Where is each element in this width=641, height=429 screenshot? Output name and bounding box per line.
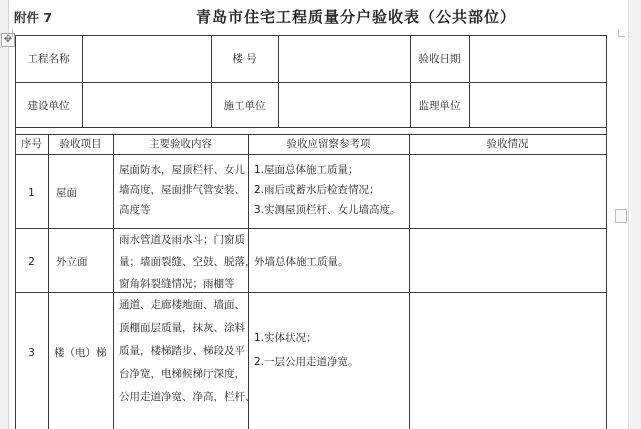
row-reference: 1.实体状况； 2.一层公用走道净宽。 (254, 332, 359, 368)
building-no-field[interactable] (280, 40, 408, 80)
row-reference: 1.屋面总体施工质量； 2.雨后或蓄水后检查情况； 3.实测屋顶栏杆、女儿墙高度。 (254, 164, 401, 216)
builder-label: 建设单位 (27, 100, 70, 112)
crop-mark-icon (6, 30, 13, 37)
column-header-result: 验收情况 (486, 138, 529, 150)
column-header-item: 验收项目 (59, 138, 102, 150)
left-margin-gutter (0, 0, 9, 429)
row-item: 楼（电）梯 (54, 347, 107, 359)
contractor-field[interactable] (280, 86, 408, 124)
row-result-field[interactable] (412, 157, 603, 225)
row-content: 雨水管道及雨水斗；门窗质 量；墙面裂缝、空鼓、脱落， 窗角斜裂缝情况；雨棚等 (119, 234, 256, 290)
contractor-label: 施工单位 (223, 100, 266, 112)
crop-mark-icon (618, 30, 625, 37)
row-no: 2 (28, 256, 35, 268)
acceptance-date-label: 验收日期 (418, 53, 461, 65)
supervisor-label: 监理单位 (418, 100, 461, 112)
project-name-label: 工程名称 (27, 53, 70, 65)
acceptance-date-field[interactable] (471, 40, 604, 80)
right-scrollbar-gutter[interactable] (628, 0, 641, 429)
table-move-handle-icon[interactable]: ✥ (1, 33, 15, 47)
builder-field[interactable] (84, 86, 209, 124)
project-name-field[interactable] (84, 40, 209, 80)
row-content: 屋面防水，屋顶栏杆、女儿 墙高度，屋面排气管安装、 高度等 (119, 164, 245, 216)
table-resize-handle-icon[interactable] (615, 209, 627, 223)
row-item: 屋面 (56, 187, 77, 199)
row-content: 通道、走廊楼地面、墙面、 顶棚面层质量，抹灰、涂料 质量，楼梯踏步、梯段及平 台净宽，电梯候梯厅深度， 公用走道净宽、净高，栏杆、 (119, 299, 256, 403)
column-header-no: 序号 (21, 138, 42, 150)
row-no: 1 (28, 187, 35, 199)
row-result-field[interactable] (412, 231, 603, 289)
row-no: 3 (28, 347, 35, 359)
row-item: 外立面 (56, 256, 88, 268)
row-reference: 外墙总体施工质量。 (254, 256, 349, 268)
building-no-label: 楼 号 (232, 53, 257, 65)
page-title: 青岛市住宅工程质量分户验收表（公共部位） (196, 8, 517, 26)
annex-label: 附件 7 (14, 10, 53, 25)
supervisor-field[interactable] (471, 86, 604, 124)
row-result-field[interactable] (412, 295, 603, 425)
column-header-reference: 验收应留察参考项 (286, 138, 371, 150)
column-header-content: 主要验收内容 (149, 138, 212, 150)
